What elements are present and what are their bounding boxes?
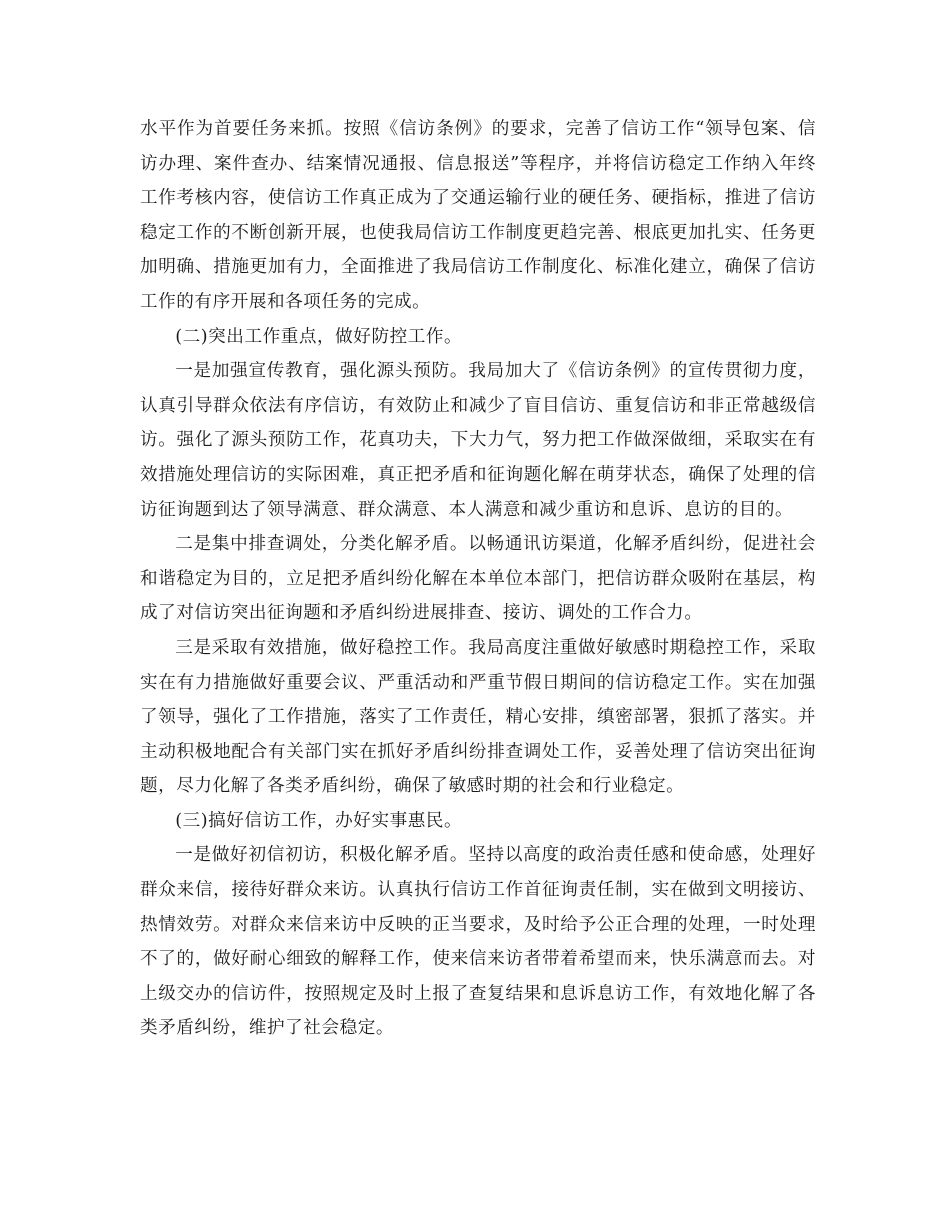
document-page xyxy=(140,112,816,1046)
paragraph-item-3: 三是采取有效措施，做好稳控工作。我局高度注重做好敏感时期稳控工作，采取实在有力措施做好重要会议、严重活动和严重节假日期间的信访稳定工作。实在加强了领导，强化了工作措施，落实了工作责任，精心安排，缜密部署，狠抓了落实。并主动积极地配合有关部门实在抓好矛盾纠纷排查调处工作，妥善处理了信访突出征询题，尽力化解了各类矛盾纠纷，确保了敏感时期的社会和行业稳定。 xyxy=(140,637,816,797)
section-heading-2: (二)突出工作重点，做好防控工作。 xyxy=(175,326,463,347)
paragraph-item-2: 二是集中排查调处，分类化解矛盾。以畅通讯访渠道，化解矛盾纠纷，促进社会和谐稳定为目的，立足把矛盾纠纷化解在本单位本部门，把信访群众吸附在基层，构成了对信访突出征询题和矛盾纠纷进展排查、接访、调处的工作合力。 xyxy=(140,534,816,624)
paragraph-item-4: 一是做好初信初访，积极化解矛盾。坚持以高度的政治责任感和使命感，处理好群众来信，接待好群众来访。认真执行信访工作首征询责任制，实在做到文明接访、热情效劳。对群众来信来访中反映的正当要求，及时给予公正合理的处理，一时处理不了的，做好耐心细致的解释工作，使来信来访者带着希望而来，快乐满意而去。对上级交办的信访件，按照规定及时上报了查复结果和息诉息访工作，有效地化解了各类矛盾纠纷，维护了社会稳定。 xyxy=(140,845,816,1039)
paragraph-item-1: 一是加强宣传教育，强化源头预防。我局加大了《信访条例》的宣传贯彻力度，认真引导群众依法有序信访，有效防止和减少了盲目信访、重复信访和非正常越级信访。强化了源头预防工作，花真功夫，下大力气，努力把工作做深做细，采取实在有效措施处理信访的实际困难，真正把矛盾和征询题化解在萌芽状态，确保了处理的信访征询题到达了领导满意、群众满意、本人满意和减少重访和息诉、息访的目的。 xyxy=(140,361,816,520)
section-heading-3: (三)搞好信访工作，办好实事惠民。 xyxy=(175,810,463,831)
paragraph-continuation: 水平作为首要任务来抓。按照《信访条例》的要求，完善了信访工作“领导包案、信访办理、案件查办、结案情况通报、信息报送”等程序，并将信访稳定工作纳入年终工作考核内容，使信访工作真正成为了交通运输行业的硬任务、硬指标，推进了信访稳定工作的不断创新开展，也使我局信访工作制度更趋完善、根底更加扎实、任务更加明确、措施更加有力，全面推进了我局信访工作制度化、标准化建立，确保了信访工作的有序开展和各项任务的完成。 xyxy=(140,119,816,312)
